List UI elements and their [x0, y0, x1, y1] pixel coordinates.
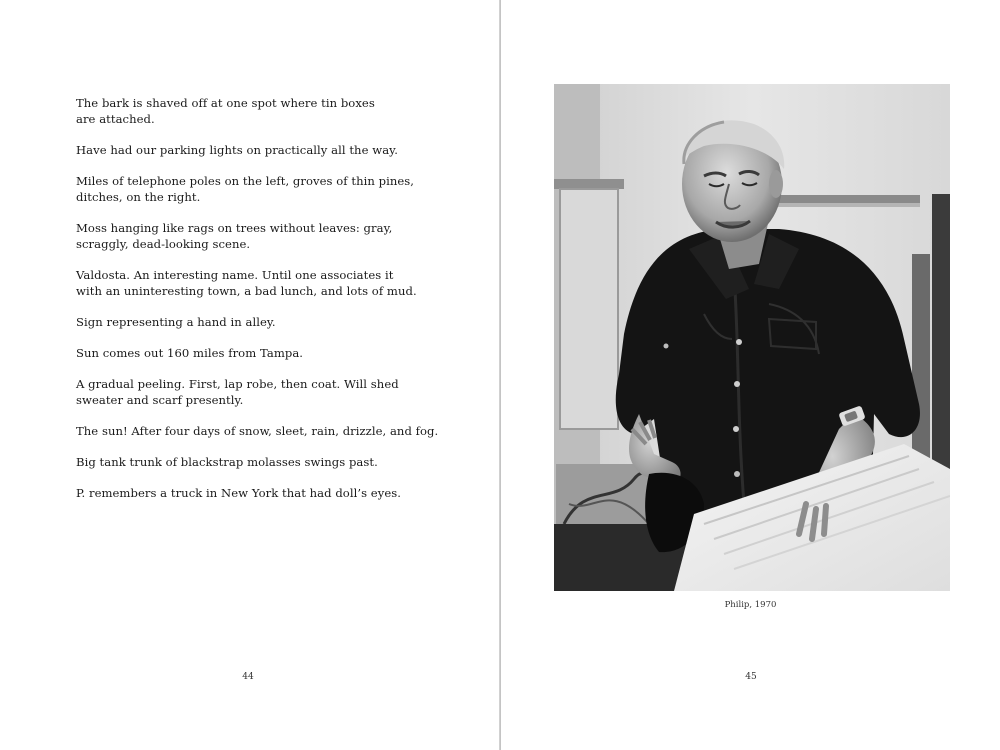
paragraph: Moss hanging like rags on trees without leaves: gray, scraggly, dead-looking scene. [76, 221, 393, 251]
page-number-right: 45 [745, 672, 757, 682]
paragraph: Have had our parking lights on practically all the way. [76, 143, 398, 157]
right-page [501, 0, 1000, 750]
paragraph: A gradual peeling. First, lap robe, then coat. Will shed sweater and scarf presently. [76, 377, 399, 407]
journal-text [76, 95, 486, 516]
paragraph: The sun! After four days of snow, sleet, rain, drizzle, and fog. [76, 424, 439, 438]
paragraph: Sun comes out 160 miles from Tampa. [76, 346, 304, 360]
photo-caption: Philip, 1970 [724, 600, 777, 610]
paragraph: Miles of telephone poles on the left, groves of thin pines, ditches, on the right. [76, 174, 414, 204]
paragraph: P. remembers a truck in New York that had doll’s eyes. [76, 486, 401, 500]
paragraph: The bark is shaved off at one spot where tin boxes are attached. [76, 96, 375, 126]
paragraph: Valdosta. An interesting name. Until one associates it with an uninteresting town, a bad lunch, and lots of mud. [76, 268, 417, 298]
paragraph: Big tank trunk of blackstrap molasses swings past. [76, 455, 378, 469]
portrait-photograph [554, 84, 950, 591]
page-number-left: 44 [242, 672, 254, 682]
paragraph: Sign representing a hand in alley. [76, 315, 276, 329]
